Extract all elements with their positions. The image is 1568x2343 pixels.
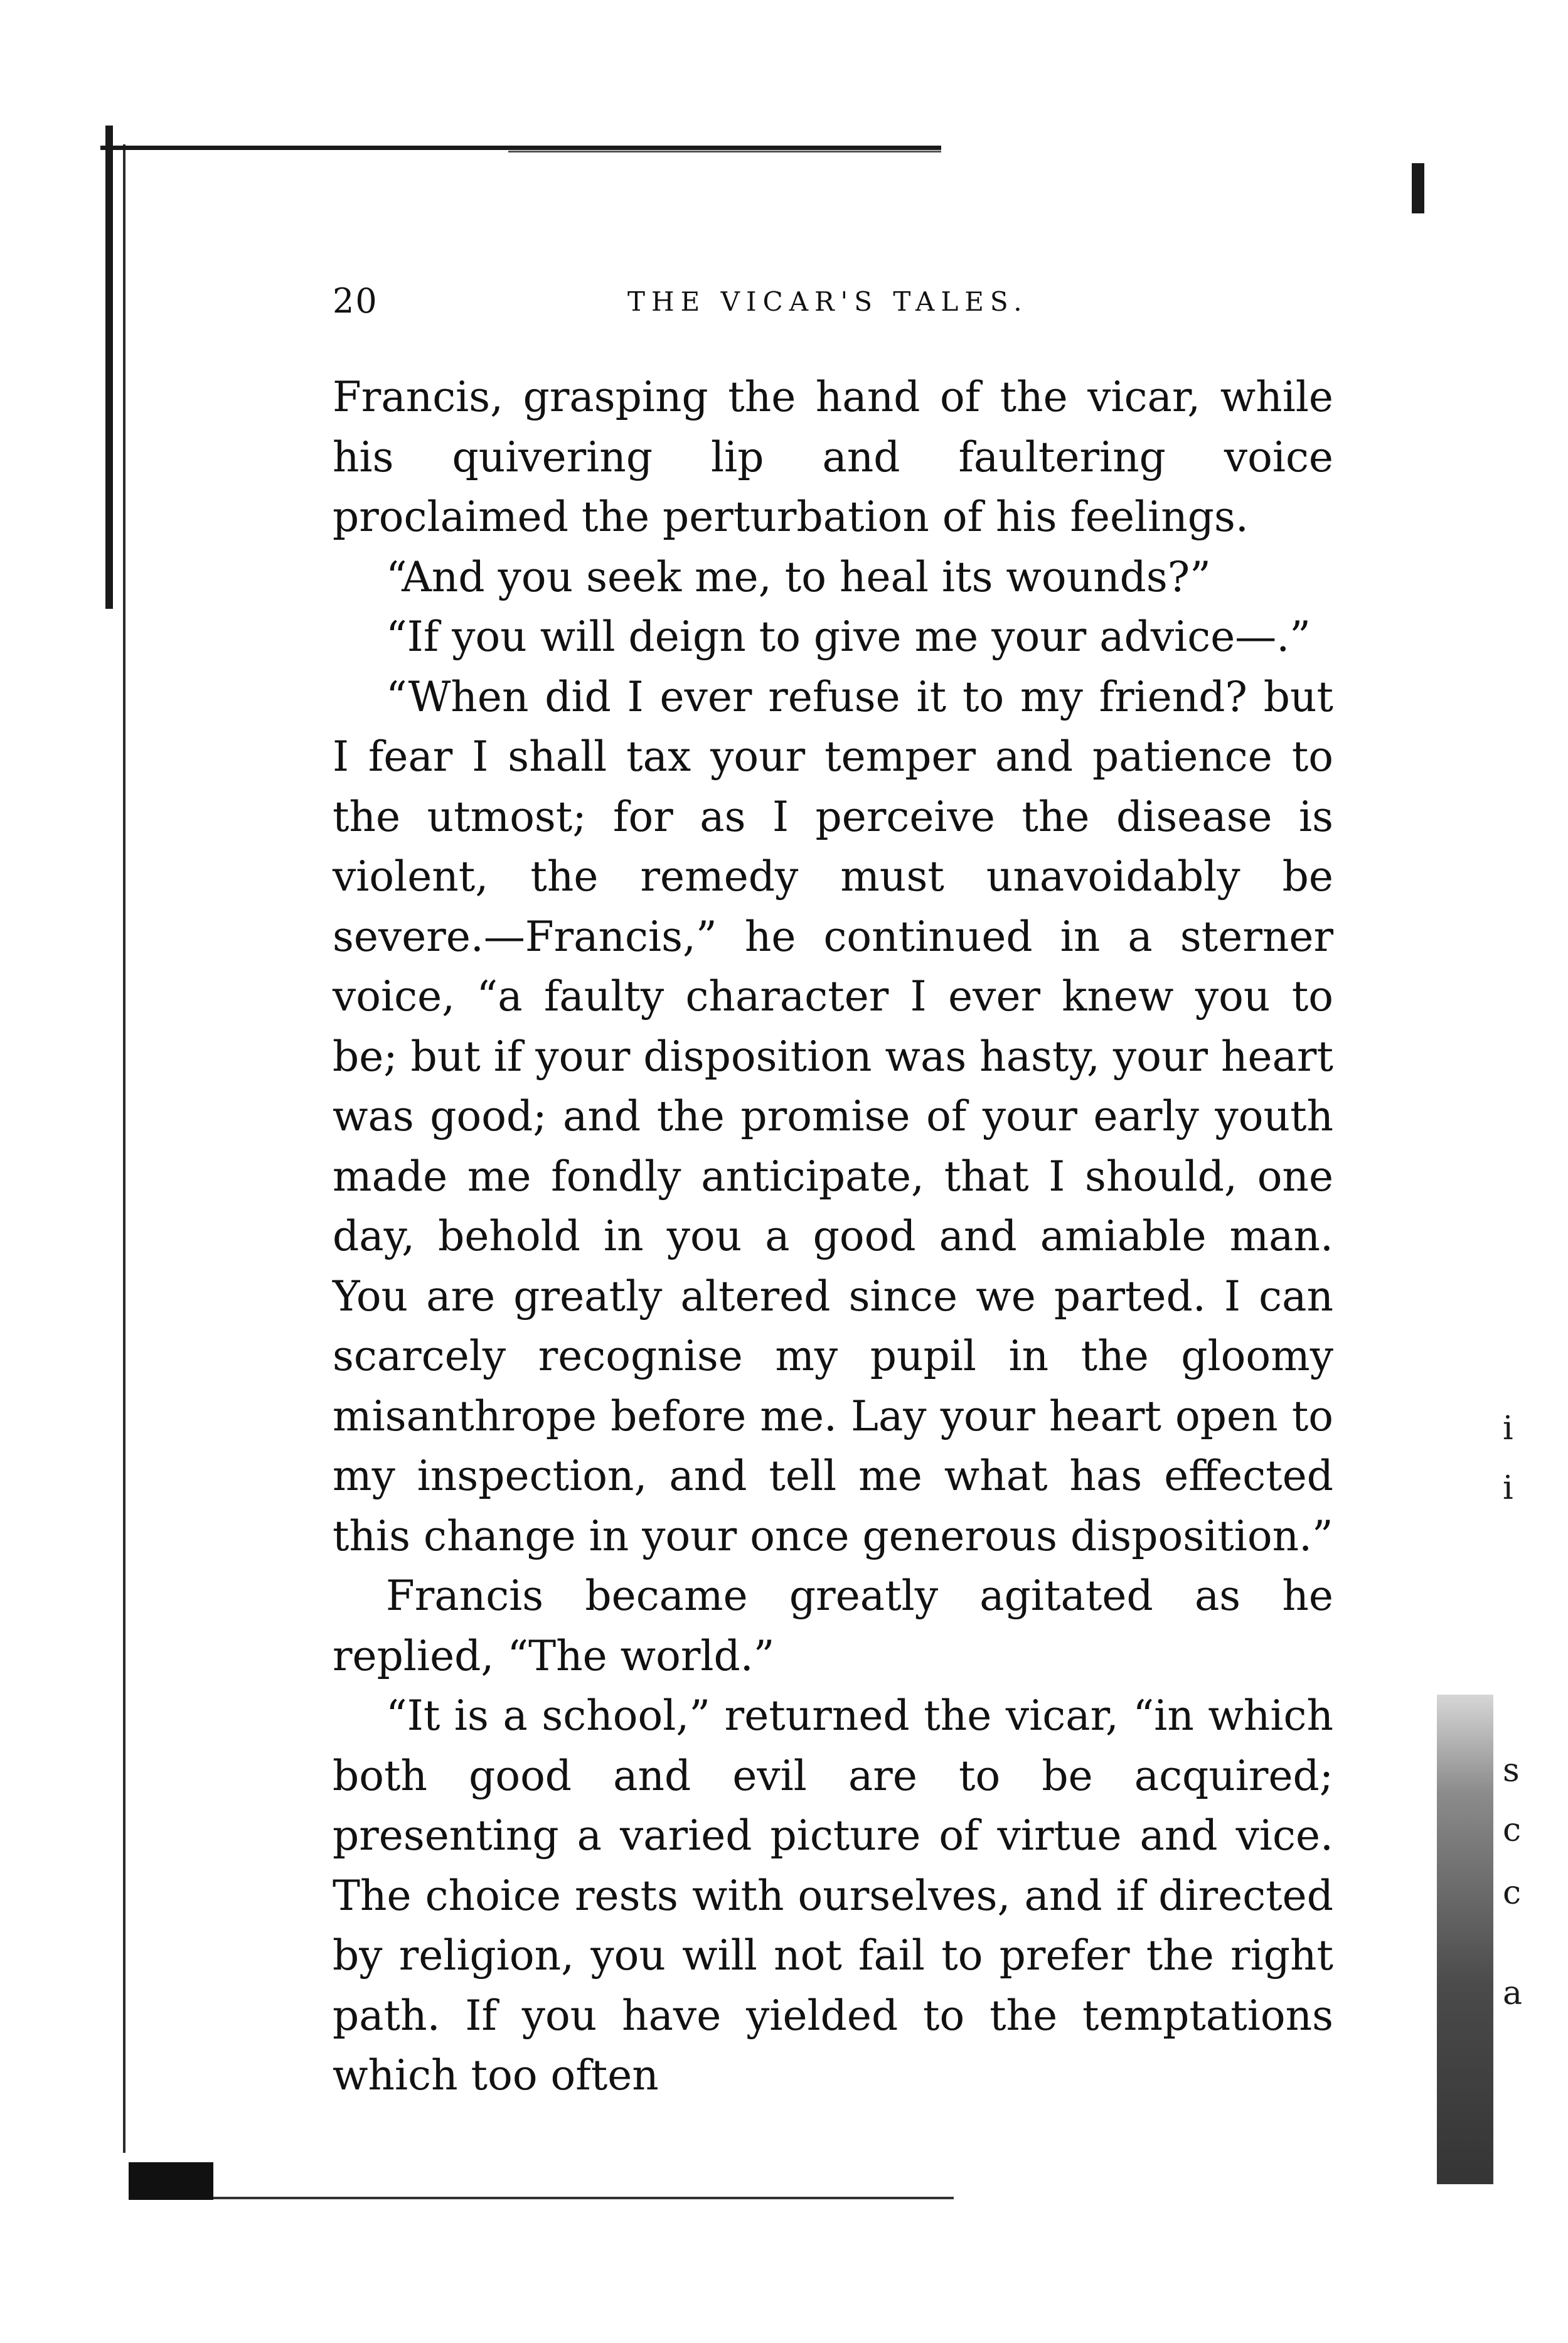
scan-edge-right-smudge — [1437, 1695, 1493, 2184]
scan-edge-top-rule — [508, 151, 941, 153]
bleed-letter: c — [1503, 1811, 1522, 1849]
bleed-letter: i — [1503, 1410, 1513, 1447]
bleed-letter: i — [1503, 1469, 1513, 1507]
running-head — [333, 281, 1336, 325]
scan-edge-top-line — [100, 146, 941, 150]
bleed-letter: c — [1503, 1874, 1522, 1912]
paragraph: Francis became greatly agitated as he replied, “The world.” — [333, 1572, 1333, 1680]
scan-edge-left-bar — [105, 126, 113, 609]
body-text — [333, 367, 1333, 2106]
paragraph: “When did I ever refuse it to my friend? but I fear I shall tax your temper and patience to the utmost; for as I perceive the disease is violent, the remedy must unavoidably be severe.—Francis,” he continued in a sterner voice, “a faulty character I ever knew you to be; but if your disposition was hasty, your heart was good; and the promise of your early youth made me fondly anticipate, that I should, one day, behold in you a good and amiable man. You are greatly altered since we parted. I can scarcely recognise my pupil in the gloomy misanthrope before me. Lay your heart open to my inspection, and tell me what has effected this change in your once generous disposition.” — [333, 672, 1333, 1560]
running-title: THE VICAR'S TALES. — [627, 286, 1028, 317]
paragraph: Francis, grasping the hand of the vicar, while his quivering lip and faultering voice proclaimed the perturbation of his feelings. — [333, 373, 1333, 541]
bleed-letter: s — [1503, 1752, 1520, 1789]
scan-edge-topright-mark — [1412, 163, 1424, 213]
scan-edge-bottom-block — [129, 2162, 213, 2200]
scan-edge-left-line — [123, 144, 125, 2153]
paragraph: “If you will deign to give me your advice—.” — [386, 613, 1311, 661]
bleed-letter: a — [1503, 1975, 1523, 2012]
scan-edge-bottom-line — [213, 2197, 954, 2199]
paragraph: “And you seek me, to heal its wounds?” — [386, 552, 1211, 601]
page-number: 20 — [333, 281, 378, 321]
paragraph: “It is a school,” returned the vicar, “in which both good and evil are to be acquired; presenting a varied picture of virtue and vice. The choice rests with ourselves, and if directed by religion, you will not fail to prefer the right path. If you have yielded to the temptations which too often — [333, 1692, 1333, 2099]
